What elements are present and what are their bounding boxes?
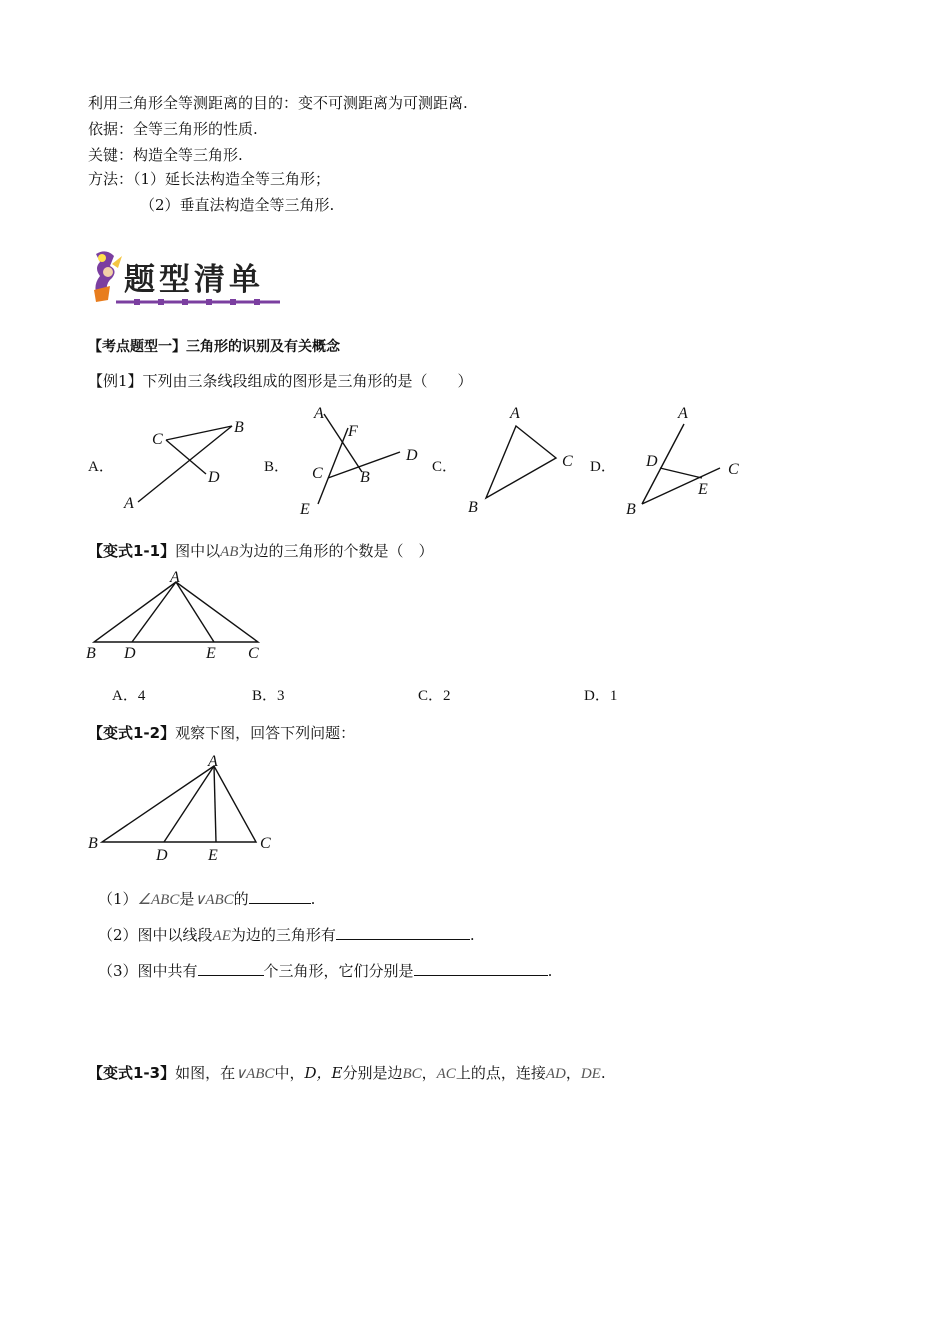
figC-label-a: A: [510, 405, 520, 422]
example1-option-a: A．: [88, 459, 114, 475]
intro-line-purpose: 利用三角形全等测距离的目的：变不可测距离为可测距离.: [88, 94, 468, 112]
method-label: 方法：: [88, 170, 134, 188]
figA-label-d: D: [208, 469, 220, 486]
v13-period: .: [600, 1064, 606, 1082]
math-angle-abc: ∠ABC: [137, 892, 180, 908]
example1-option-d: D．: [590, 459, 616, 475]
intro-line-method-2: （2）垂直法构造全等三角形.: [140, 196, 335, 214]
q2-text-pre: （2）图中以线段: [98, 926, 213, 944]
example1-option-c: C．: [432, 459, 458, 475]
v12-segment-ad: [164, 766, 214, 842]
variant-1-1-figure: [84, 568, 274, 664]
figB-label-e: E: [300, 501, 310, 518]
variant-1-1-option-a: A．4: [112, 688, 146, 704]
figA-label-a: A: [124, 495, 134, 512]
variant-1-2-q1: [98, 888, 315, 909]
q2-text-post: 为边的三角形有: [230, 926, 336, 944]
variant-1-3-question: [88, 1062, 606, 1083]
v13-text-1: 如图，在: [175, 1064, 236, 1082]
figA-label-c: C: [152, 431, 163, 448]
example1-text: 下列由三条线段组成的图形是三角形的是（ ）: [142, 372, 473, 390]
math-ad: AD: [545, 1066, 566, 1082]
variant-1-2-text: 观察下图，回答下列问题：: [175, 724, 356, 742]
figD-segment-de: [660, 468, 702, 478]
q3-list-blank[interactable]: [414, 961, 548, 976]
figC-label-b: B: [468, 499, 478, 516]
figure-a: [120, 410, 260, 520]
q3-count-blank[interactable]: [198, 961, 264, 976]
figure-b: [296, 400, 428, 520]
v13-comma-1: ，: [421, 1064, 437, 1082]
v12-segment-ae: [214, 766, 216, 842]
v12-label-a: A: [208, 753, 218, 770]
figD-label-b: B: [626, 501, 636, 518]
figD-label-a: A: [678, 405, 688, 422]
figA-label-b: B: [234, 419, 244, 436]
math-bc: BC: [402, 1066, 422, 1082]
intro-line-key: 关键：构造全等三角形.: [88, 146, 243, 164]
figA-segment-cd: [166, 440, 206, 474]
v11-triangle-abc: [94, 582, 258, 642]
v12-triangle-abc: [102, 766, 256, 842]
q1-period: .: [310, 890, 316, 908]
figB-label-b: B: [360, 469, 370, 486]
variant-1-2-q2: [98, 924, 475, 945]
v11-label-a: A: [170, 569, 180, 586]
math-ae: AE: [212, 928, 231, 944]
figB-label-d: D: [406, 447, 418, 464]
intro-line-method: [88, 168, 330, 189]
variant-1-2-figure: [84, 750, 284, 866]
intro-line-basis: 依据：全等三角形的性质.: [88, 120, 258, 138]
example1-tag: 【例1】: [88, 372, 143, 390]
variant-1-1-tag: 【变式1-1】: [88, 542, 176, 560]
method-1: （1）延长法构造全等三角形；: [133, 170, 331, 188]
math-de: DE: [580, 1066, 601, 1082]
figure-c: [464, 400, 584, 520]
figB-label-f: F: [348, 423, 358, 440]
figD-label-c: C: [728, 461, 739, 478]
variant-1-1-option-c: C．2: [418, 688, 451, 704]
figA-segment-cb: [166, 426, 232, 440]
variant-1-1-text-post: 为边的三角形的个数是（ ）: [238, 542, 434, 560]
section-heading: 【考点题型一】三角形的识别及有关概念: [88, 339, 340, 355]
v13-comma-2: ，: [565, 1064, 581, 1082]
v11-segment-ae: [176, 582, 214, 642]
q3-text-pre: （3）图中共有: [98, 962, 198, 980]
banner-title: 题型清单: [124, 262, 264, 298]
v13-points-de: D，E: [304, 1064, 343, 1082]
q2-answer-blank[interactable]: [336, 925, 470, 940]
section-banner: [88, 246, 288, 310]
q1-text-mid: 是: [179, 890, 195, 908]
example1-question: [88, 370, 473, 391]
variant-1-2-q3: [98, 960, 552, 981]
math-ac: AC: [436, 1066, 456, 1082]
figD-label-d: D: [646, 453, 658, 470]
q3-period: .: [547, 962, 553, 980]
q1-text-post: 的: [233, 890, 249, 908]
variant-1-1-text-pre: 图中以: [175, 542, 221, 560]
q1-answer-blank[interactable]: [249, 889, 311, 904]
variant-1-2-question: [88, 722, 355, 743]
v13-text-6: 上的点，连接: [455, 1064, 546, 1082]
v11-segment-ad: [132, 582, 176, 642]
v12-label-e: E: [208, 847, 218, 864]
variant-1-2-tag: 【变式1-2】: [88, 724, 176, 742]
variant-1-3-tag: 【变式1-3】: [88, 1064, 176, 1082]
v12-label-c: C: [260, 835, 271, 852]
math-ab: AB: [220, 544, 239, 560]
v11-label-e: E: [206, 645, 216, 662]
v11-label-b: B: [86, 645, 96, 662]
v12-label-d: D: [156, 847, 168, 864]
q1-number: （1）: [98, 890, 138, 908]
figC-triangle: [486, 426, 556, 498]
example1-option-b: B．: [264, 459, 290, 475]
variant-1-1-option-d: D．1: [584, 688, 618, 704]
q3-text-mid: 个三角形，它们分别是: [263, 962, 414, 980]
q2-period: .: [469, 926, 475, 944]
figure-d: [620, 400, 750, 520]
variant-1-1-option-b: B．3: [252, 688, 285, 704]
wizard-icon: [94, 251, 122, 302]
v13-text-2: 中，: [274, 1064, 305, 1082]
math-triangle-abc: ∨ABC: [235, 1066, 275, 1082]
v13-text-4: 分别是边: [342, 1064, 403, 1082]
v12-label-b: B: [88, 835, 98, 852]
figB-label-a: A: [314, 405, 324, 422]
figC-label-c: C: [562, 453, 573, 470]
variant-1-1-question: [88, 540, 433, 561]
v11-label-d: D: [124, 645, 136, 662]
math-triangle-abc: ∨ABC: [194, 892, 234, 908]
figD-label-e: E: [698, 481, 708, 498]
v11-label-c: C: [248, 645, 259, 662]
figB-label-c: C: [312, 465, 323, 482]
